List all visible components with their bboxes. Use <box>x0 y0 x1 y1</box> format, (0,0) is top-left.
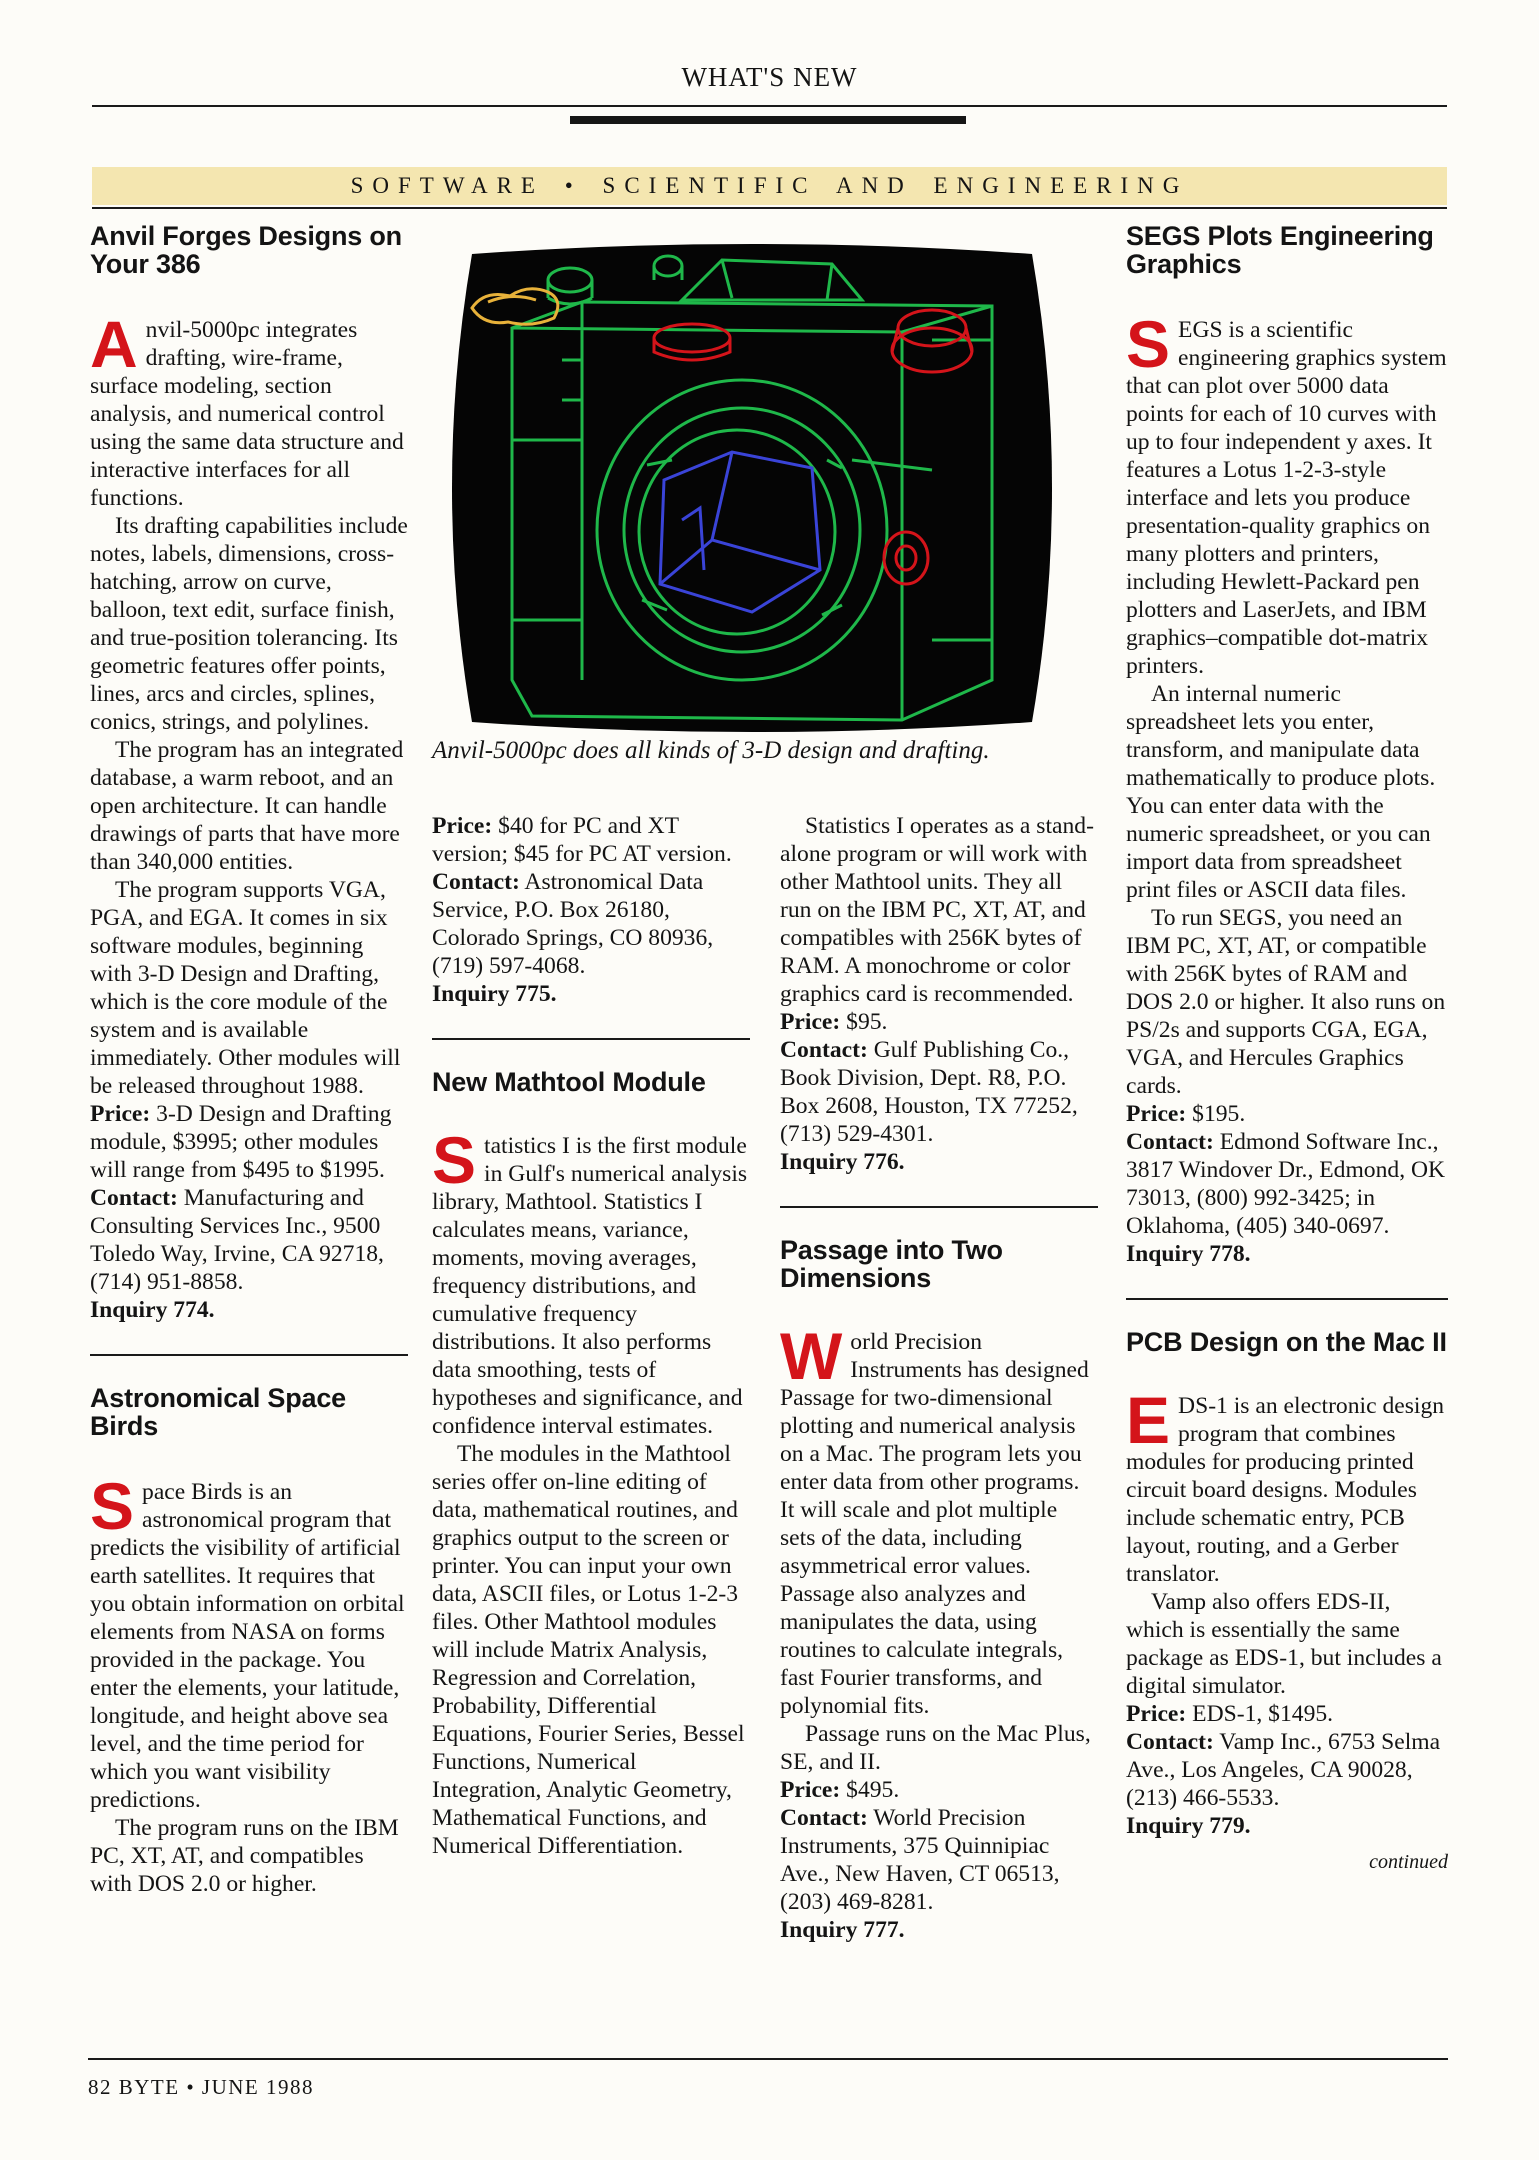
header-bar <box>570 116 966 124</box>
article-divider <box>780 1206 1098 1208</box>
article-paragraph: An internal numeric spreadsheet lets you enter, transform, and manipulate data mathematically to produce plots. You can enter data with the numeric spreadsheet, or you can import data from spreadsheet print files or ASCII data files. <box>1126 681 1436 903</box>
price-line: Price: $195. <box>1126 1101 1246 1127</box>
inquiry-line: Inquiry 777. <box>780 1917 905 1943</box>
inquiry-line: Inquiry 775. <box>432 981 557 1007</box>
column-3 <box>780 812 1098 1944</box>
inquiry-line: Inquiry 774. <box>90 1297 215 1323</box>
article-paragraph: World Precision Instruments has designed Passage for two-dimensional plotting and numerical analysis on a Mac. The program lets you enter data from other programs. It will scale and plot multiple sets of the data, including asymmetrical error values. Passage also analyzes and manipulates the data, using routines to calculate integrals, fast Fourier transforms, and polynomial fits. <box>780 1319 1089 1719</box>
article-paragraph: Anvil-5000pc integrates drafting, wire-frame, surface modeling, section analysis, and numerical control using the same data structure and interactive interfaces for all functions. <box>90 307 404 511</box>
article-paragraph: Passage runs on the Mac Plus, SE, and II. <box>780 1721 1091 1775</box>
article-title: Passage into Two Dimensions <box>780 1235 1003 1293</box>
contact-line: Contact: Gulf Publishing Co., Book Division, Dept. R8, P.O. Box 2608, Houston, TX 77252, (713) 529-4301. <box>780 1037 1078 1147</box>
article-paragraph: The program runs on the IBM PC, XT, AT, and compatibles with DOS 2.0 or higher. <box>90 1815 399 1897</box>
article-pcb <box>1126 1328 1448 1876</box>
header-rule <box>92 105 1447 107</box>
inquiry-line: Inquiry 776. <box>780 1149 905 1175</box>
article-title: PCB Design on the Mac II <box>1126 1327 1447 1357</box>
article-paragraph: The modules in the Mathtool series offer on-line editing of data, mathematical routines, and graphics output to the screen or printer. You can input your own data, ASCII files, or Lotus 1-2-3 files. Other Mathtool modules will include Matrix Analysis, Regression and Correlation, Probability, Differential Equations, Fourier Series, Bessel Functions, Numerical Integration, Analytic Geometry, Mathematical Functions, and Numerical Differentiation. <box>432 1441 745 1859</box>
article-paragraph: The program has an integrated database, a warm reboot, and an open architecture. It can handle drawings of parts that have more than 340,000 entities. <box>90 737 404 875</box>
contact-line: Contact: World Precision Instruments, 375 Quinnipiac Ave., New Haven, CT 06513, (203) 469-8281. <box>780 1805 1060 1915</box>
price-line: Price: 3-D Design and Drafting module, $3995; other modules will range from $495 to $1995. <box>90 1101 392 1183</box>
price-line: Price: $495. <box>780 1777 900 1803</box>
article-paragraph: Its drafting capabilities include notes, labels, dimensions, cross-hatching, arrow on curve, balloon, text edit, surface finish, and true-position tolerancing. Its geometric features offer points, lines, arcs and circles, splines, conics, strings, and polylines. <box>90 513 408 735</box>
footer-rule <box>88 2058 1448 2060</box>
contact-line: Contact: Edmond Software Inc., 3817 Windover Dr., Edmond, OK 73013, (800) 992-3425; in Oklahoma, (405) 340-0697. <box>1126 1129 1446 1239</box>
drop-cap: A <box>90 307 138 381</box>
drop-cap: S <box>90 1469 135 1543</box>
article-divider <box>90 1354 408 1356</box>
article-paragraph: Statistics I operates as a stand-alone program or will work with other Mathtool units. They all run on the IBM PC, XT, AT, and compatibles with 256K bytes of RAM. A monochrome or color graphics card is recommended. <box>780 813 1094 1007</box>
article-anvil <box>90 222 408 1324</box>
article-paragraph: To run SEGS, you need an IBM PC, XT, AT, or compatible with 256K bytes of RAM and DOS 2.0 or higher. It also runs on PS/2s and supports CGA, EGA, VGA, and Hercules Graphics cards. <box>1126 905 1446 1099</box>
article-segs <box>1126 222 1448 1268</box>
continued-label: continued <box>1369 1851 1448 1873</box>
article-paragraph: The program supports VGA, PGA, and EGA. It comes in six software modules, beginning with 3-D Design and Drafting, which is the core module of the system and is available immediately. Other modules will be released throughout 1988. <box>90 877 401 1099</box>
article-paragraph: SEGS is a scientific engineering graphics system that can plot over 5000 data points for each of 10 curves with up to four independent y axes. It features a Lotus 1-2-3-style interface and lets you produce presentation-quality graphics on many plotters and printers, including Hewlett-Packard pen plotters and LaserJets, and IBM graphics–compatible dot-matrix printers. <box>1126 307 1447 679</box>
article-paragraph: Vamp also offers EDS-II, which is essentially the same package as EDS-1, but includes a digital simulator. <box>1126 1589 1442 1699</box>
figure-screen <box>432 240 1072 736</box>
column-2 <box>432 812 750 1860</box>
drop-cap: S <box>432 1123 477 1197</box>
column-4 <box>1126 222 1448 1876</box>
article-title: SEGS Plots Engineering Graphics <box>1126 221 1434 279</box>
article-title: Anvil Forges Designs on Your 386 <box>90 221 402 279</box>
contact-line: Contact: Vamp Inc., 6753 Selma Ave., Los Angeles, CA 90028, (213) 466-5533. <box>1126 1729 1441 1811</box>
contact-line: Contact: Manufacturing and Consulting Services Inc., 9500 Toledo Way, Irvine, CA 92718, (714) 951-8858. <box>90 1185 384 1295</box>
drop-cap: W <box>780 1319 843 1393</box>
inquiry-line: Inquiry 779. <box>1126 1813 1251 1839</box>
price-line: Price: $95. <box>780 1009 888 1035</box>
article-title: Astronomical Space Birds <box>90 1383 346 1441</box>
price-line: Price: $40 for PC and XT version; $45 for PC AT version. <box>432 813 732 867</box>
article-astronomical <box>90 1384 408 1898</box>
article-paragraph: Statistics I is the first module in Gulf's numerical analysis library, Mathtool. Statistics I calculates means, variance, moments, moving averages, frequency distributions, and cumulative frequency distributions. It also performs data smoothing, tests of hypotheses and significance, and confidence interval estimates. <box>432 1123 748 1439</box>
wireframe-camera-icon <box>432 240 1072 736</box>
inquiry-line: Inquiry 778. <box>1126 1241 1251 1267</box>
section-banner: SOFTWARE • SCIENTIFIC AND ENGINEERING <box>92 167 1447 205</box>
article-paragraph: EDS-1 is an electronic design program that combines modules for producing printed circuit board designs. Modules include schematic entry, PCB layout, routing, and a Gerber translator. <box>1126 1383 1445 1587</box>
column-1 <box>90 222 408 1898</box>
article-divider <box>432 1038 750 1040</box>
drop-cap: S <box>1126 307 1171 381</box>
article-passage <box>780 1236 1098 1944</box>
article-paragraph: Space Birds is an astronomical program that predicts the visibility of artificial earth satellites. It requires that you obtain information on orbital elements from NASA on forms provided in the package. You enter the elements, your latitude, longitude, and height above sea level, and the time period for which you want visibility predictions. <box>90 1469 405 1813</box>
banner-rule <box>92 207 1447 209</box>
page-footer: 82 BYTE • JUNE 1988 <box>88 2075 315 2099</box>
price-line: Price: EDS-1, $1495. <box>1126 1701 1334 1727</box>
article-title: New Mathtool Module <box>432 1067 706 1097</box>
drop-cap: E <box>1126 1383 1171 1457</box>
article-mathtool <box>432 1068 750 1860</box>
article-divider <box>1126 1298 1448 1300</box>
contact-line: Contact: Astronomical Data Service, P.O. Box 26180, Colorado Springs, CO 80936, (719) 597-4068. <box>432 869 714 979</box>
running-head: WHAT'S NEW <box>681 62 858 92</box>
figure-caption: Anvil-5000pc does all kinds of 3-D design and drafting. <box>432 737 990 764</box>
